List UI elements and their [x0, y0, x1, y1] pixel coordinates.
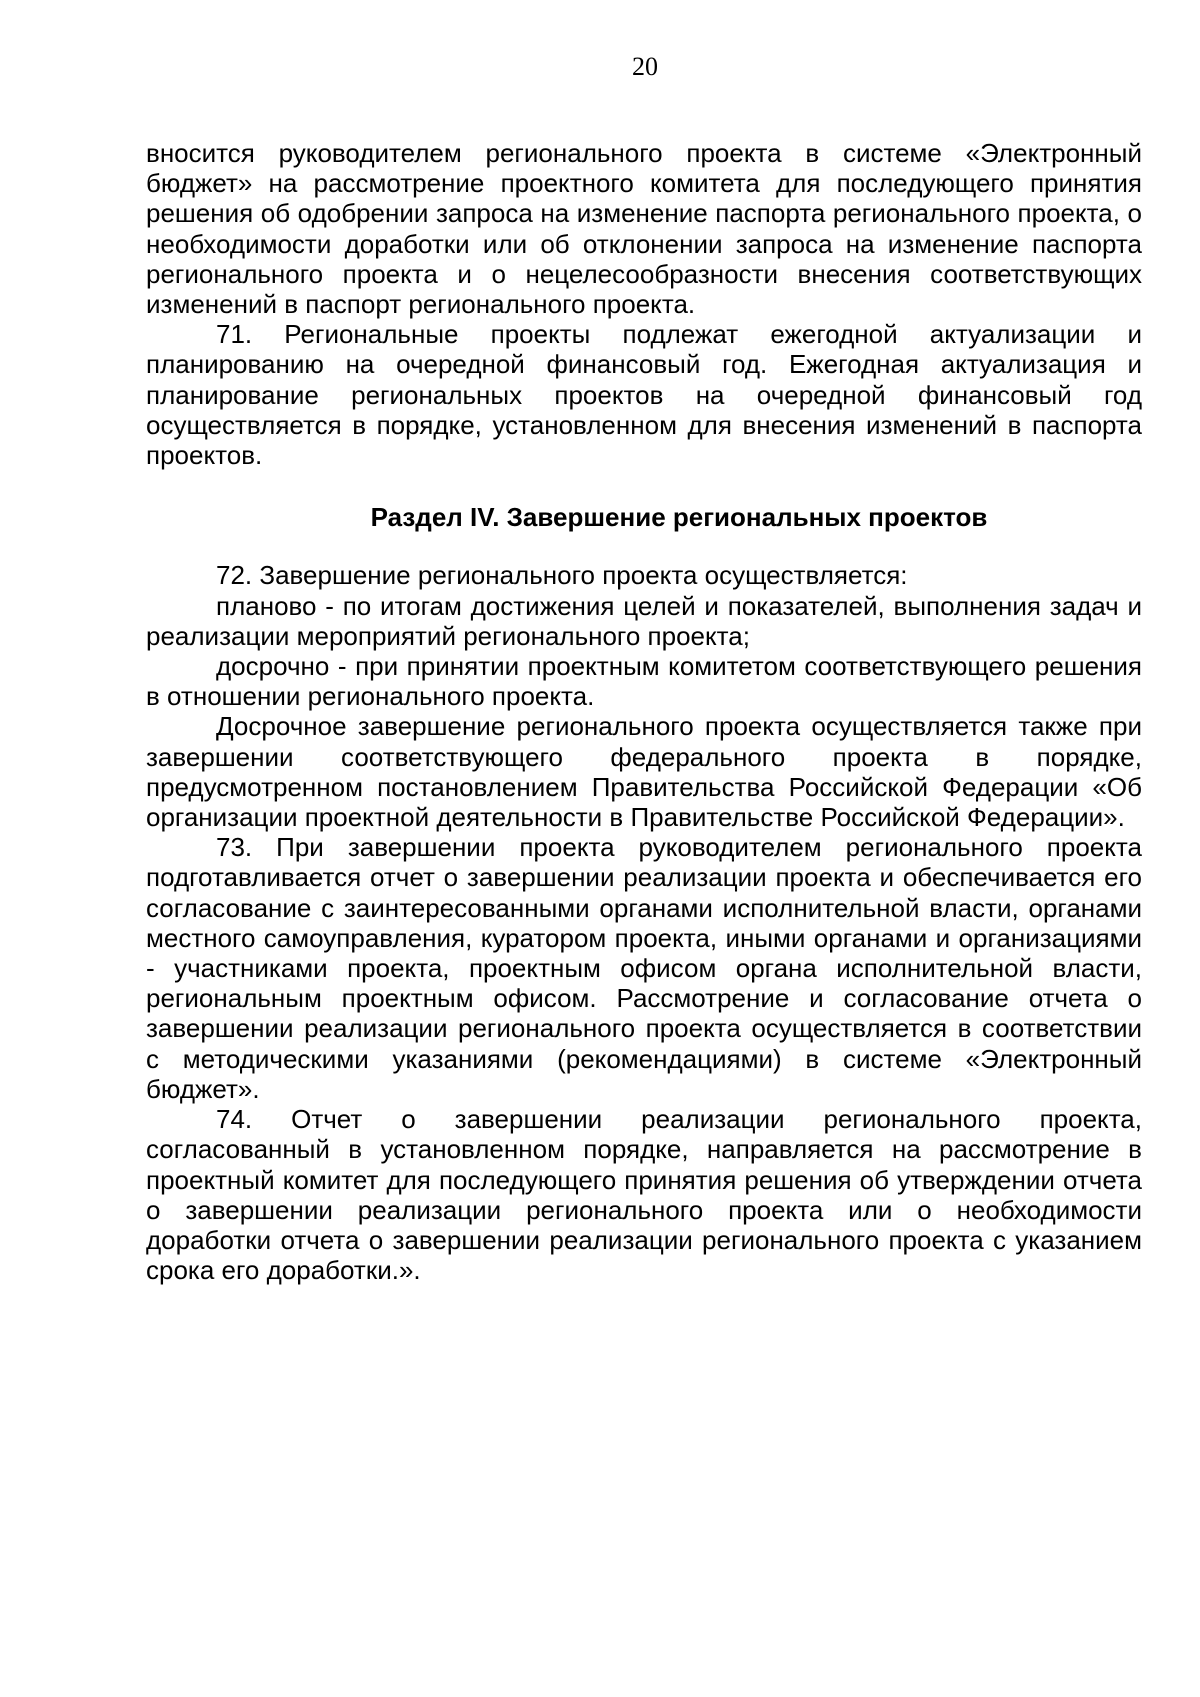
paragraph-72: 72. Завершение регионального проекта осуществляется: — [216, 560, 908, 591]
paragraph-continuation: вносится руководителем регионального проекта в системе «Электронный бюджет» на рассмотрение проектного комитета для последующего принятия решения об одобрении запроса на изменение паспорта регионального проекта, о необходимости доработки или об отклонении запроса на изменение паспорта регионального проекта и о нецелесообразности внесения соответствующих изменений в паспорт регионального проекта. — [146, 138, 1142, 320]
document-body — [146, 138, 1142, 1285]
section-title: Раздел IV. Завершение региональных проектов — [370, 502, 988, 533]
paragraph-planned-completion: планово - по итогам достижения целей и показателей, выполнения задач и реализации мероприятий регионального проекта; — [146, 590, 1142, 651]
paragraph-early-completion: досрочно - при принятии проектным комитетом соответствующего решения в отношении регионального проекта. — [146, 651, 1142, 712]
page-number: 20 — [632, 52, 658, 81]
paragraph-73: 73. При завершении проекта руководителем регионального проекта подготавливается отчет о завершении реализации проекта и обеспечивается его согласование с заинтересованными органами исполнительной власти, органами местного самоуправления, куратором проекта, иными органами и организациями - участниками проекта, проектным офисом органа исполнительной власти, региональным проектным офисом. Рассмотрение и согласование отчета о завершении реализации регионального проекта осуществляется в соответствии с методическими указаниями (рекомендациями) в системе «Электронный бюджет». — [146, 832, 1142, 1104]
paragraph-71: 71. Региональные проекты подлежат ежегодной актуализации и планированию на очередной финансовый год. Ежегодная актуализация и планирование региональных проектов на очередной финансовый год осуществляется в порядке, установленном для внесения изменений в паспорта проектов. — [146, 319, 1142, 471]
paragraph-74: 74. Отчет о завершении реализации регионального проекта, согласованный в установленном порядке, направляется на рассмотрение в проектный комитет для последующего принятия решения об утверждении отчета о завершении реализации регионального проекта или о необходимости доработки отчета о завершении реализации регионального проекта с указанием срока его доработки.». — [146, 1104, 1142, 1286]
paragraph-early-completion-federal: Досрочное завершение регионального проекта осуществляется также при завершении соответствующего федерального проекта в порядке, предусмотренном постановлением Правительства Российской Федерации «Об организации проектной деятельности в Правительстве Российской Федерации». — [146, 711, 1142, 833]
